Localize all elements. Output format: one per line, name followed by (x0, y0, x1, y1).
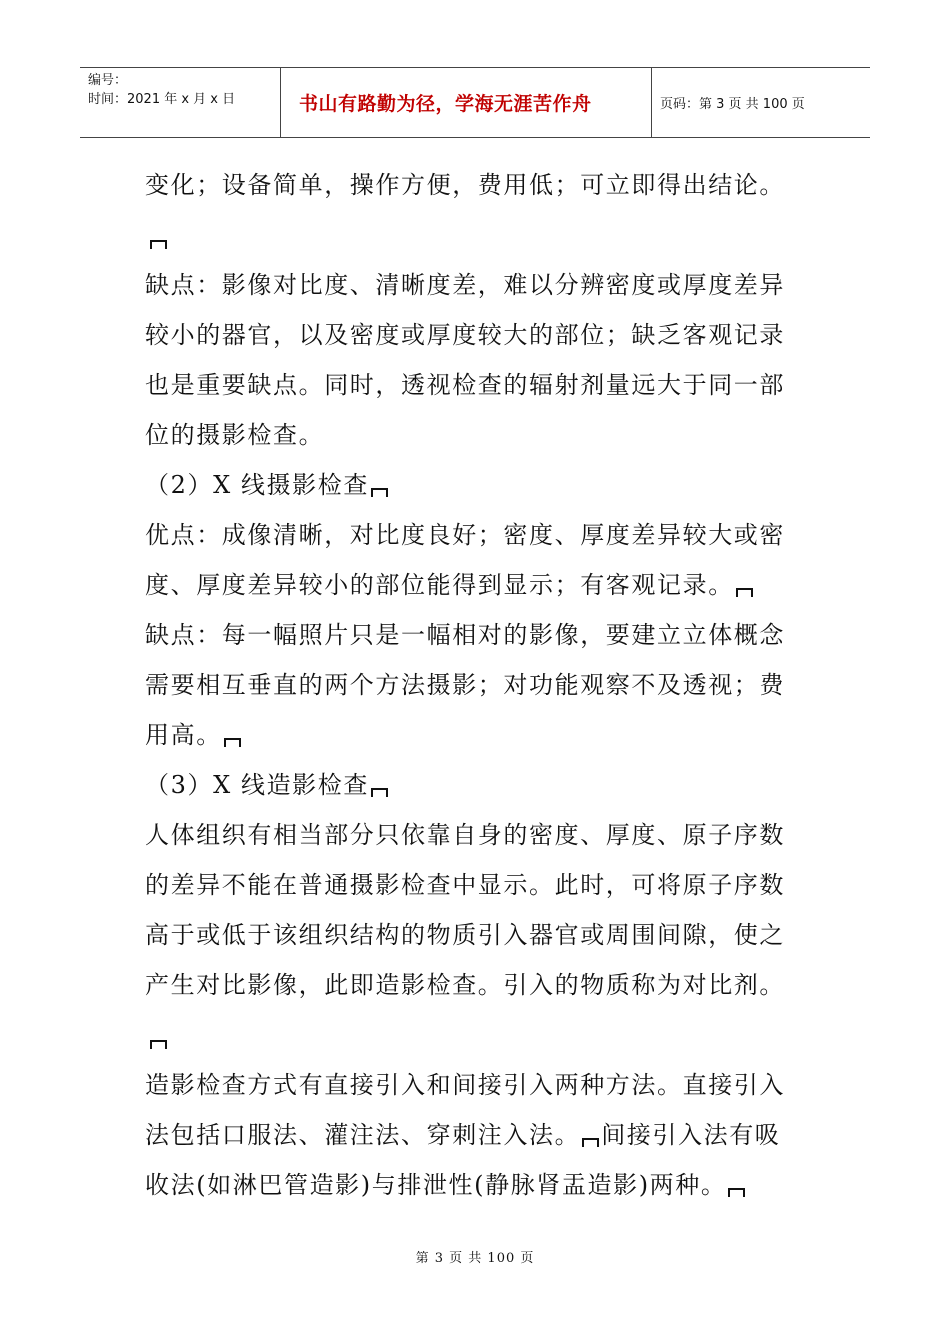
text-line: 人体组织有相当部分只依靠自身的密度、厚度、原子序数 (145, 821, 785, 849)
section-heading-text: （2）X 线摄影检查 (145, 471, 369, 499)
text-line: 位的摄影检查。 (145, 421, 325, 449)
paragraph-mark-icon (224, 738, 241, 747)
paragraph-mark-icon (371, 788, 388, 797)
header-number: 编号： (88, 73, 128, 88)
text-span: 间接引入法有吸 (601, 1121, 781, 1149)
text-span: 收法(如淋巴管造影)与排泄性(静脉肾盂造影)两种。 (145, 1171, 727, 1199)
paragraph-mark-icon (728, 1188, 745, 1197)
text-span: 法包括口服法、灌注法、穿刺注入法。 (145, 1121, 581, 1149)
text-line: 高于或低于该组织结构的物质引入器官或周围间隙，使之 (145, 921, 785, 949)
text-line: 产生对比影像，此即造影检查。引入的物质称为对比剂。 (145, 971, 785, 999)
section-heading-text: （3）X 线造影检查 (145, 771, 369, 799)
text-line: 需要相互垂直的两个方法摄影；对功能观察不及透视；费 (145, 671, 785, 699)
text-line: 的差异不能在普通摄影检查中显示。此时，可将原子序数 (145, 871, 785, 899)
header-motto: 书山有路勤为径，学海无涯苦作舟 (280, 68, 652, 137)
paragraph-mark-icon (371, 488, 388, 497)
paragraph-mark-icon (150, 240, 167, 249)
text-span: 用高。 (145, 721, 222, 749)
paragraph-mark-icon (582, 1138, 599, 1147)
text-line: 也是重要缺点。同时，透视检查的辐射剂量远大于同一部 (145, 371, 785, 399)
text-line: 较小的器官，以及密度或厚度较大的部位；缺乏客观记录 (145, 321, 785, 349)
text-line (145, 560, 810, 610)
text-line (145, 1110, 810, 1160)
text-line (145, 710, 810, 760)
text-line: 造影检查方式有直接引入和间接引入两种方法。直接引入 (145, 1071, 785, 1099)
section-heading (145, 760, 810, 810)
text-line: 变化；设备简单，操作方便，费用低；可立即得出结论。 (145, 171, 785, 199)
page-footer: 第 3 页 共 100 页 (415, 1251, 535, 1266)
paragraph-mark-icon (150, 1040, 167, 1049)
header-meta (80, 68, 280, 137)
page-header (80, 67, 870, 138)
paragraph-mark-icon (736, 588, 753, 597)
header-page-number: 页码：第 3 页 共 100 页 (660, 97, 805, 112)
text-line: 缺点：影像对比度、清晰度差，难以分辨密度或厚度差异 (145, 271, 785, 299)
paragraph-mark-line (145, 210, 810, 260)
header-time: 时间：2021 年 x 月 x 日 (88, 92, 236, 107)
text-span: 度、厚度差异较小的部位能得到显示；有客观记录。 (145, 571, 734, 599)
document-body (145, 160, 810, 1210)
text-line (145, 1160, 810, 1210)
section-heading (145, 460, 810, 510)
text-line: 优点：成像清晰，对比度良好；密度、厚度差异较大或密 (145, 521, 785, 549)
paragraph-mark-line (145, 1010, 810, 1060)
text-line: 缺点：每一幅照片只是一幅相对的影像，要建立立体概念 (145, 621, 785, 649)
